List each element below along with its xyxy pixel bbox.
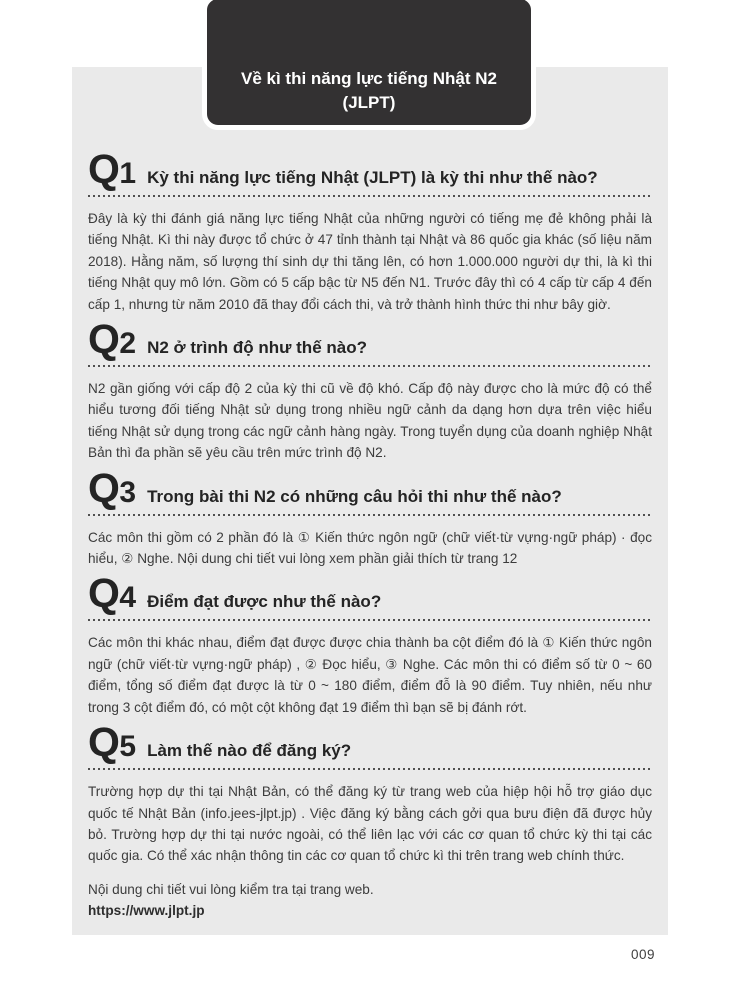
footer-note: Nội dung chi tiết vui lòng kiểm tra tại trang web.	[88, 881, 374, 897]
q-letter: Q	[88, 719, 119, 766]
q-letter: Q	[88, 464, 119, 511]
answer-paragraph: Các môn thi gồm có 2 phần đó là ① Kiến thức ngôn ngữ (chữ viết·từ vựng·ngữ pháp) · đọc hiểu, ② Nghe. Nội dung chi tiết vui lòng xem phần giải thích từ trang 12	[88, 529, 652, 567]
question-heading	[88, 146, 652, 192]
footer	[88, 879, 652, 922]
question-text: N2 ở trình độ như thế nào?	[147, 338, 367, 358]
qa-section-3	[88, 464, 652, 570]
q-number: 2	[119, 327, 137, 361]
q-number: 5	[119, 730, 137, 764]
page-number: 009	[630, 947, 655, 962]
question-heading	[88, 719, 652, 766]
dotted-divider	[88, 365, 652, 367]
answer-paragraph: Các môn thi khác nhau, điểm đạt được được chia thành ba cột điểm đó là ① Kiến thức ngôn ngữ (chữ viết·từ vựng·ngữ pháp) , ② Đọc hiểu, ③ Nghe. Các môn thi có điểm số từ 0 ~ 60 điểm, tổng số điểm đạt được là từ 0 ~ 180 điểm, điểm đỗ là 90 điểm. Tuy nhiên, nếu như trong 3 cột điểm đó, có một cột không đạt 19 điểm thì bạn sẽ bị đánh rớt.	[88, 635, 652, 715]
q-number: 1	[119, 157, 137, 190]
qa-section-5	[88, 719, 652, 867]
content-card	[72, 67, 668, 935]
dotted-divider	[88, 195, 652, 197]
question-text: Điểm đạt được như thế nào?	[147, 592, 382, 612]
page-title	[202, 0, 536, 130]
qa-section-1	[88, 146, 652, 315]
qa-section-4	[88, 570, 652, 718]
answer-paragraph: Trường hợp dự thi tại Nhật Bản, có thể đăng ký từ trang web của hiệp hội hỗ trợ giáo dục quốc tế Nhật Bản (info.jees-jlpt.jp) . Việc đăng ký bằng cách gởi qua bưu điện đã được hủy bỏ. Trường hợp dự thi tại nước ngoài, có thể liên lạc với các cơ quan tổ chức kỳ thi tại các quốc gia. Có thể xác nhận thông tin các cơ quan tổ chức kì thi trên trang web chính thức.	[88, 784, 652, 864]
qa-section-2	[88, 316, 652, 464]
q-letter: Q	[88, 570, 119, 617]
question-heading	[88, 570, 652, 617]
footer-url: https://www.jlpt.jp	[88, 903, 205, 919]
dotted-divider	[88, 768, 652, 770]
answer-paragraph: Đây là kỳ thi đánh giá năng lực tiếng Nhật của những người có tiếng mẹ đẻ không phải là tiếng Nhật. Kì thi này được tổ chức ở 47 tỉnh thành tại Nhật và 86 quốc gia khác (số liệu năm 2018). Hằng năm, số lượng thí sinh dự thi tăng lên, có hơn 1.000.000 người dự thi, là kì thi tiếng Nhật quy mô lớn. Gồm có 5 cấp bậc từ N5 đến N1. Trước đây thì có 4 cấp từ cấp 4 đến cấp 1, nhưng từ năm 2010 đã thay đổi cách thi, và trở thành hình thức thi như bây giờ.	[88, 211, 652, 312]
question-text: Kỳ thi năng lực tiếng Nhật (JLPT) là kỳ thi như thế nào?	[147, 168, 598, 187]
question-text: Làm thế nào để đăng ký?	[147, 741, 352, 761]
dotted-divider	[88, 619, 652, 621]
q-letter: Q	[88, 146, 119, 192]
q-number: 3	[119, 475, 137, 509]
dotted-divider	[88, 514, 652, 516]
question-heading	[88, 316, 652, 363]
q-number: 4	[119, 581, 137, 615]
q-letter: Q	[88, 316, 119, 363]
question-heading	[88, 464, 652, 511]
answer-paragraph: N2 gần giống với cấp độ 2 của kỳ thi cũ về độ khó. Cấp độ này được cho là mức độ có thể hiểu tương đối tiếng Nhật sử dụng trong nhiều ngữ cảnh da dạng hơn dựa trên việc hiểu tiếng Nhật sử dụng trong các ngữ cảnh hàng ngày. Trong tuyển dụng của doanh nghiệp Nhật Bản thì đa phần sẽ yêu cầu trên mức trình độ N2.	[88, 381, 652, 461]
question-text: Trong bài thi N2 có những câu hỏi thi như thế nào?	[147, 486, 562, 506]
page-title-line2: (JLPT)	[342, 92, 396, 112]
page-title-line1: Về kì thi năng lực tiếng Nhật N2	[240, 69, 497, 89]
